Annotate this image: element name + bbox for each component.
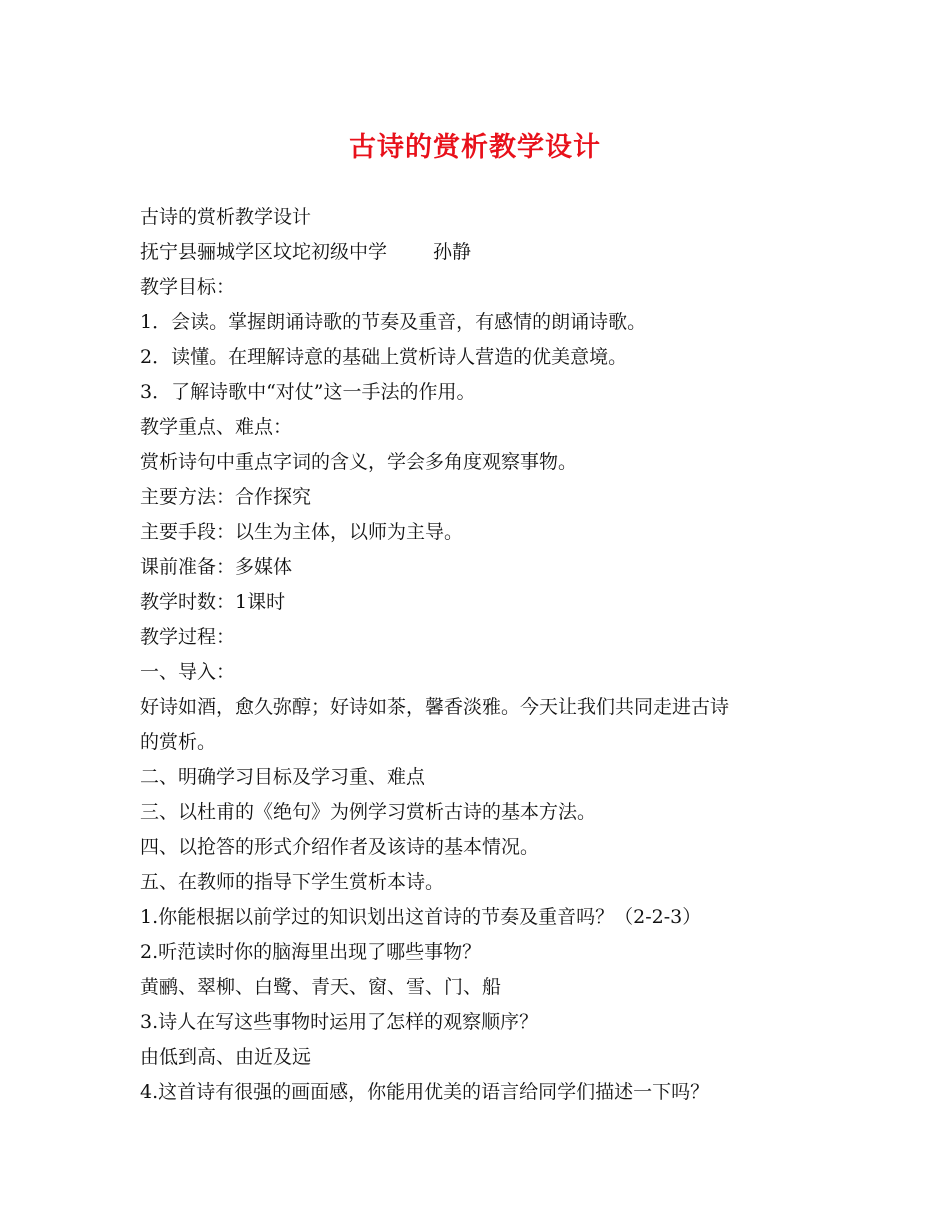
text-line: 教学过程： bbox=[140, 626, 236, 648]
text-line: 4.这首诗有很强的画面感，你能用优美的语言给同学们描述一下吗？ bbox=[140, 1081, 710, 1103]
text-line: 3.诗人在写这些事物时运用了怎样的观察顺序？ bbox=[140, 1011, 539, 1033]
author-line bbox=[140, 235, 820, 270]
text-line: 2．读懂。在理解诗意的基础上赏析诗人营造的优美意境。 bbox=[140, 346, 628, 368]
text-line: 主要方法：合作探究 bbox=[140, 486, 312, 508]
text-line: 四、以抢答的形式介绍作者及该诗的基本情况。 bbox=[140, 836, 540, 858]
text-line: 1.你能根据以前学过的知识划出这首诗的节奏及重音吗？（2-2-3） bbox=[140, 906, 702, 928]
text-line: 二、明确学习目标及学习重、难点 bbox=[140, 766, 426, 788]
text-line: 课前准备：多媒体 bbox=[140, 556, 293, 578]
text-line: 1．会读。掌握朗诵诗歌的节奏及重音，有感情的朗诵诗歌。 bbox=[140, 311, 647, 333]
text-line: 2.听范读时你的脑海里出现了哪些事物？ bbox=[140, 941, 482, 963]
text-line: 三、以杜甫的《绝句》为例学习赏析古诗的基本方法。 bbox=[140, 801, 597, 823]
author-name: 孙静 bbox=[433, 241, 472, 263]
document-body bbox=[140, 200, 820, 1110]
text-line: 主要手段：以生为主体，以师为主导。 bbox=[140, 521, 464, 543]
body-subtitle: 古诗的赏析教学设计 bbox=[140, 206, 312, 228]
text-line: 五、在教师的指导下学生赏析本诗。 bbox=[140, 871, 445, 893]
text-line: 的赏析。 bbox=[140, 731, 217, 753]
text-line: 赏析诗句中重点字词的含义，学会多角度观察事物。 bbox=[140, 451, 578, 473]
text-line: 黄鹂、翠柳、白鹭、青天、窗、雪、门、船 bbox=[140, 976, 502, 998]
text-line: 一、导入： bbox=[140, 661, 236, 683]
text-line: 教学重点、难点： bbox=[140, 416, 293, 438]
school-name: 抚宁县骊城学区坟坨初级中学 bbox=[140, 241, 388, 263]
text-line: 教学目标： bbox=[140, 276, 236, 298]
document-title: 古诗的赏析教学设计 bbox=[349, 132, 601, 163]
text-line: 由低到高、由近及远 bbox=[140, 1046, 312, 1068]
text-line: 教学时数：1课时 bbox=[140, 591, 286, 613]
text-line: 好诗如酒，愈久弥醇；好诗如茶，馨香淡雅。今天让我们共同走进古诗 bbox=[140, 696, 730, 718]
text-line: 3．了解诗歌中“对仗”这一手法的作用。 bbox=[140, 381, 476, 403]
